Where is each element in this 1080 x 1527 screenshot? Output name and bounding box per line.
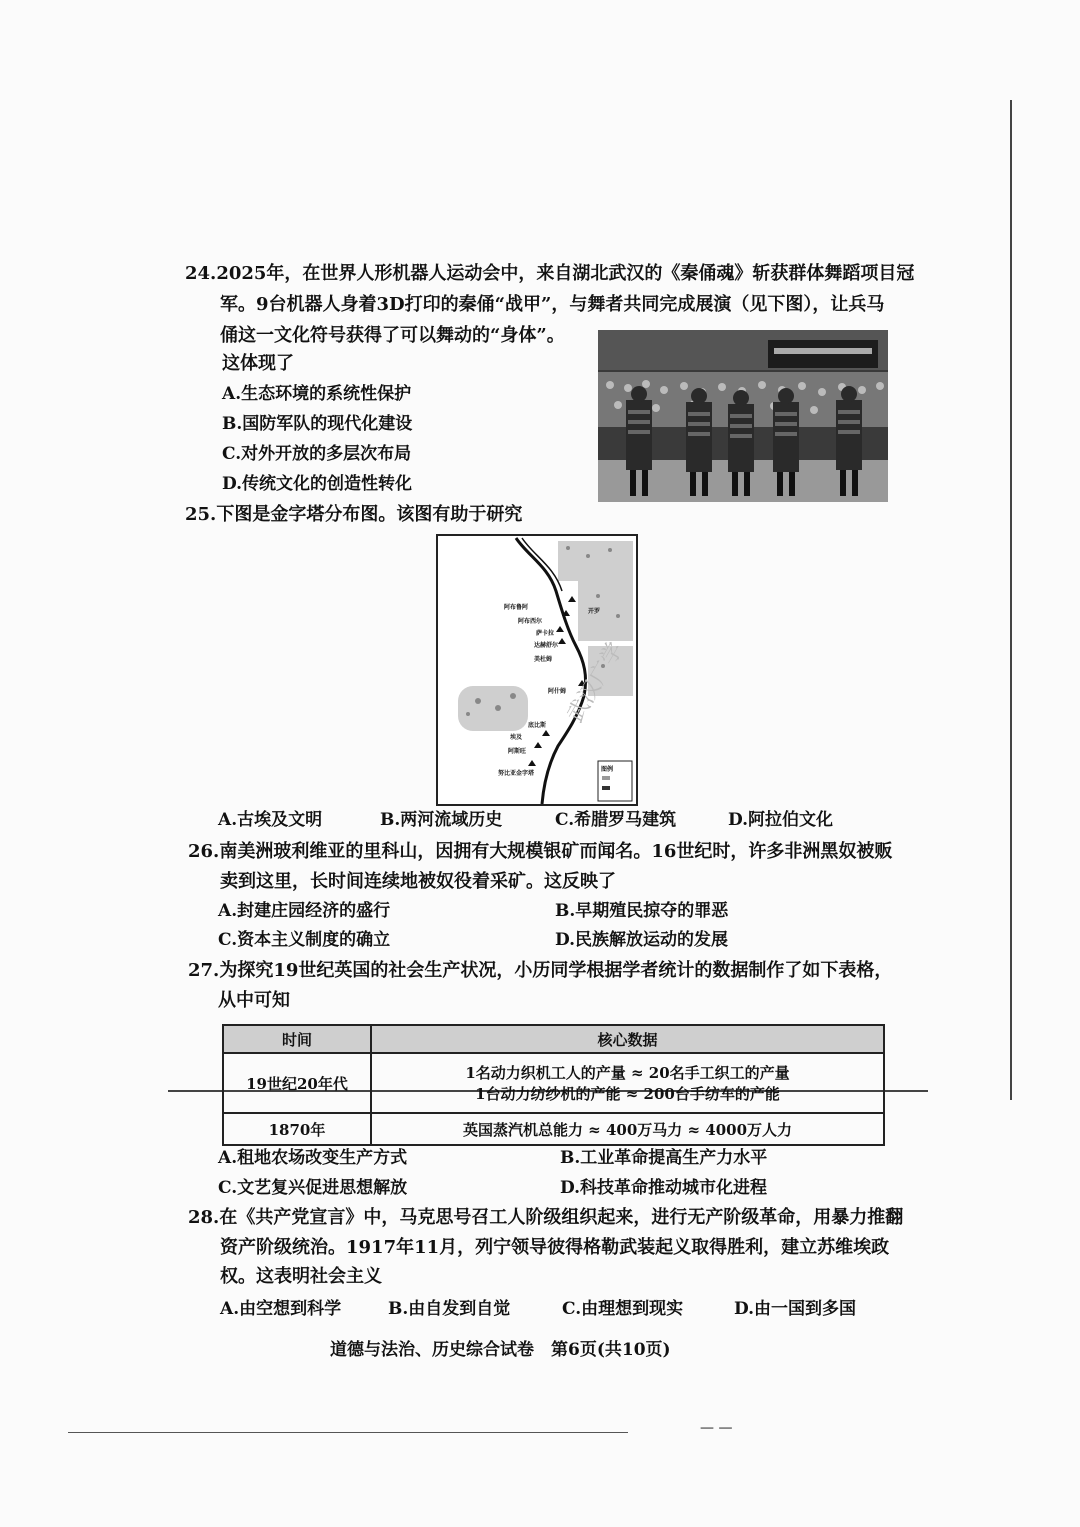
map-legend-title: 图例 — [601, 766, 614, 773]
q26-line1: 26.南美洲玻利维亚的里科山，因拥有大规模银矿而闻名。16世纪时，许多非洲黑奴被贩 — [188, 841, 893, 862]
map-label-8: 埃及 — [510, 734, 523, 741]
q28-option-a: A.由空想到科学 — [220, 1299, 342, 1319]
map-label-0: 阿布鲁阿 — [504, 604, 529, 611]
table-header-time: 时间 — [223, 1025, 371, 1053]
q25-stem: 25.下图是金字塔分布图。该图有助于研究 — [185, 504, 523, 525]
q27-option-d: D.科技革命推动城市化进程 — [560, 1178, 768, 1198]
table-cell-time: 19世纪20年代 — [223, 1053, 371, 1113]
q24-line4: 这体现了 — [222, 353, 294, 374]
q25-option-a: A.古埃及文明 — [218, 810, 323, 830]
table-cell-data: 英国蒸汽机总能力 ≈ 400万马力 ≈ 4000万人力 — [371, 1113, 884, 1145]
page-footer: 道德与法治、历史综合试卷 第6页(共10页) — [330, 1340, 671, 1360]
q24-option-c: C.对外开放的多层次布局 — [222, 444, 412, 464]
q28-option-d: D.由一国到多国 — [734, 1299, 857, 1319]
map-label-9: 阿斯旺 — [508, 748, 527, 755]
scan-mark: — — — [700, 1420, 733, 1436]
q27-option-b: B.工业革命提高生产力水平 — [560, 1148, 768, 1168]
robot-performance-photo — [598, 330, 888, 502]
production-data-table — [222, 1024, 885, 1146]
table-header-data: 核心数据 — [371, 1025, 884, 1053]
q26-option-d: D.民族解放运动的发展 — [555, 930, 729, 950]
q24-option-b: B.国防军队的现代化建设 — [222, 414, 413, 434]
table-cell-data — [371, 1053, 884, 1113]
table-cell-data-line2: 1台动力纺纱机的产能 ≈ 200台手纺车的产能 — [475, 1085, 780, 1103]
q27-line2: 从中可知 — [218, 990, 290, 1011]
q24-line3: 俑这一文化符号获得了可以舞动的“身体”。 — [220, 325, 565, 346]
map-label-4: 达赫舒尔 — [534, 642, 559, 649]
page-edge-rule — [68, 1432, 628, 1433]
q28-line3: 权。这表明社会主义 — [220, 1266, 382, 1287]
q26-option-c: C.资本主义制度的确立 — [218, 930, 391, 950]
q24-option-d: D.传统文化的创造性转化 — [222, 474, 413, 494]
q28-option-c: C.由理想到现实 — [562, 1299, 684, 1319]
right-margin-rule — [1010, 100, 1012, 1100]
map-label-7: 底比斯 — [528, 722, 547, 729]
table-cell-time: 1870年 — [223, 1113, 371, 1145]
q24-line1: 24.2025年，在世界人形机器人运动会中，来自湖北武汉的《秦俑魂》斩获群体舞蹈项目冠 — [185, 263, 915, 284]
q28-option-b: B.由自发到自觉 — [388, 1299, 511, 1319]
q25-option-b: B.两河流域历史 — [380, 810, 503, 830]
table-row — [223, 1113, 884, 1145]
pyramid-distribution-map — [436, 534, 638, 806]
map-label-6: 阿什姆 — [548, 688, 567, 695]
table-cell-data-line1: 1名动力织机工人的产量 ≈ 20名手工织工的产量 — [465, 1064, 790, 1082]
q27-line1: 27.为探究19世纪英国的社会生产状况，小历同学根据学者统计的数据制作了如下表格， — [188, 960, 893, 981]
q25-option-c: C.希腊罗马建筑 — [555, 810, 677, 830]
q26-line2: 卖到这里，长时间连续地被奴役着采矿。这反映了 — [220, 871, 616, 892]
q25-option-d: D.阿拉伯文化 — [728, 810, 834, 830]
q28-line1: 28.在《共产党宣言》中，马克思号召工人阶级组织起来，进行无产阶级革命，用暴力推翻 — [188, 1207, 904, 1228]
map-label-1: 开罗 — [588, 608, 601, 615]
q28-line2: 资产阶级统治。1917年11月，列宁领导彼得格勒武装起义取得胜利，建立苏维埃政 — [220, 1237, 890, 1258]
q27-option-c: C.文艺复兴促进思想解放 — [218, 1178, 408, 1198]
map-label-5: 美杜姆 — [534, 656, 553, 663]
q24-line2: 军。9台机器人身着3D打印的秦俑“战甲”，与舞者共同完成展演（见下图），让兵马 — [220, 294, 885, 315]
q27-option-a: A.租地农场改变生产方式 — [218, 1148, 408, 1168]
table-row — [223, 1053, 884, 1113]
map-label-10: 努比亚金字塔 — [498, 770, 535, 777]
watermark: 武汉广学 — [562, 638, 629, 727]
map-label-2: 阿布西尔 — [518, 618, 543, 625]
q26-option-a: A.封建庄园经济的盛行 — [218, 901, 391, 921]
q24-option-a: A.生态环境的系统性保护 — [222, 384, 412, 404]
q26-option-b: B.早期殖民掠夺的罪恶 — [555, 901, 729, 921]
map-label-3: 萨卡拉 — [536, 630, 555, 637]
